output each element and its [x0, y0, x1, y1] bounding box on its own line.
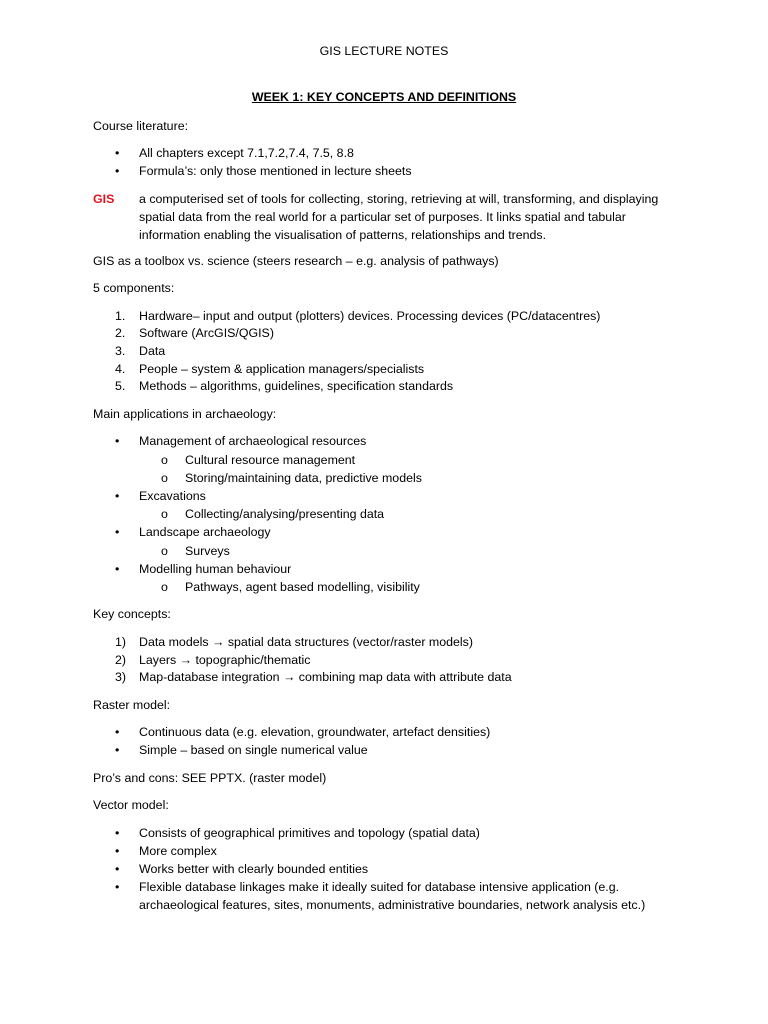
key-concept-item: Map-database integration → combining map data with attribute data: [139, 670, 512, 684]
application-item: Excavations: [139, 489, 206, 503]
list-number: 1): [115, 635, 127, 649]
list-number: 3.: [115, 344, 126, 358]
vector-item: Flexible database linkages make it ideally suited for database intensive application (e.g. archaeological features, sites, monuments, administrative boundaries, network analysis etc.): [139, 880, 646, 912]
bullet-icon: •: [115, 862, 120, 876]
bullet-icon: •: [115, 743, 120, 757]
application-item: Landscape archaeology: [139, 525, 271, 539]
component-item: Software (ArcGIS/QGIS): [139, 326, 274, 340]
application-subitem: Surveys: [185, 544, 230, 558]
sub-bullet-icon: o: [161, 471, 168, 485]
list-number: 5.: [115, 379, 126, 393]
raster-heading: Raster model:: [93, 698, 171, 712]
key-concept-item: Layers → topographic/thematic: [139, 653, 311, 667]
vector-item: Consists of geographical primitives and topology (spatial data): [139, 826, 480, 840]
toolbox-paragraph: GIS as a toolbox vs. science (steers research – e.g. analysis of pathways): [93, 254, 499, 268]
gis-definition: a computerised set of tools for collecting, storing, retrieving at will, transforming, and displaying spatial data from the real world for a particular set of purposes. It links spatial and tabular information enabling the visualisation of patterns, relationships and trends.: [139, 192, 659, 242]
component-item: Data: [139, 344, 166, 358]
application-item: Modelling human behaviour: [139, 562, 292, 576]
application-item: Management of archaeological resources: [139, 434, 367, 448]
component-item: People – system & application managers/specialists: [139, 362, 425, 376]
sub-bullet-icon: o: [161, 580, 168, 594]
bullet-icon: •: [115, 826, 120, 840]
bullet-icon: •: [115, 146, 120, 160]
sub-bullet-icon: o: [161, 453, 168, 467]
bullet-icon: •: [115, 880, 120, 894]
application-subitem: Cultural resource management: [185, 453, 356, 467]
bullet-icon: •: [115, 562, 120, 576]
bullet-icon: •: [115, 525, 120, 539]
literature-heading: Course literature:: [93, 119, 189, 133]
components-heading: 5 components:: [93, 281, 175, 295]
key-concept-item: Data models → spatial data structures (vector/raster models): [139, 635, 473, 649]
list-number: 2.: [115, 326, 126, 340]
bullet-icon: •: [115, 434, 120, 448]
list-number: 4.: [115, 362, 126, 376]
vector-item: More complex: [139, 844, 217, 858]
raster-item: Simple – based on single numerical value: [139, 743, 368, 757]
application-subitem: Collecting/analysing/presenting data: [185, 507, 385, 521]
literature-item: All chapters except 7.1,7.2,7.4, 7.5, 8.8: [139, 146, 354, 160]
key-concepts-heading: Key concepts:: [93, 607, 171, 621]
list-number: 3): [115, 670, 127, 684]
bullet-icon: •: [115, 489, 120, 503]
list-number: 2): [115, 653, 127, 667]
application-subitem: Pathways, agent based modelling, visibility: [185, 580, 420, 594]
component-item: Hardware– input and output (plotters) devices. Processing devices (PC/datacentres): [139, 309, 601, 323]
bullet-icon: •: [115, 164, 120, 178]
bullet-icon: •: [115, 725, 120, 739]
list-number: 1.: [115, 309, 126, 323]
sub-bullet-icon: o: [161, 544, 168, 558]
bullet-icon: •: [115, 844, 120, 858]
sub-bullet-icon: o: [161, 507, 168, 521]
week-heading: WEEK 1: KEY CONCEPTS AND DEFINITIONS: [251, 90, 517, 104]
literature-item: Formula’s: only those mentioned in lecture sheets: [139, 164, 412, 178]
document-title: GIS LECTURE NOTES: [319, 44, 449, 58]
raster-item: Continuous data (e.g. elevation, groundwater, artefact densities): [139, 725, 491, 739]
pros-cons-paragraph: Pro’s and cons: SEE PPTX. (raster model): [93, 771, 327, 785]
application-subitem: Storing/maintaining data, predictive models: [185, 471, 422, 485]
vector-item: Works better with clearly bounded entities: [139, 862, 369, 876]
component-item: Methods – algorithms, guidelines, specification standards: [139, 379, 454, 393]
gis-term: GIS: [93, 192, 115, 206]
applications-heading: Main applications in archaeology:: [93, 407, 277, 421]
vector-heading: Vector model:: [93, 798, 169, 812]
